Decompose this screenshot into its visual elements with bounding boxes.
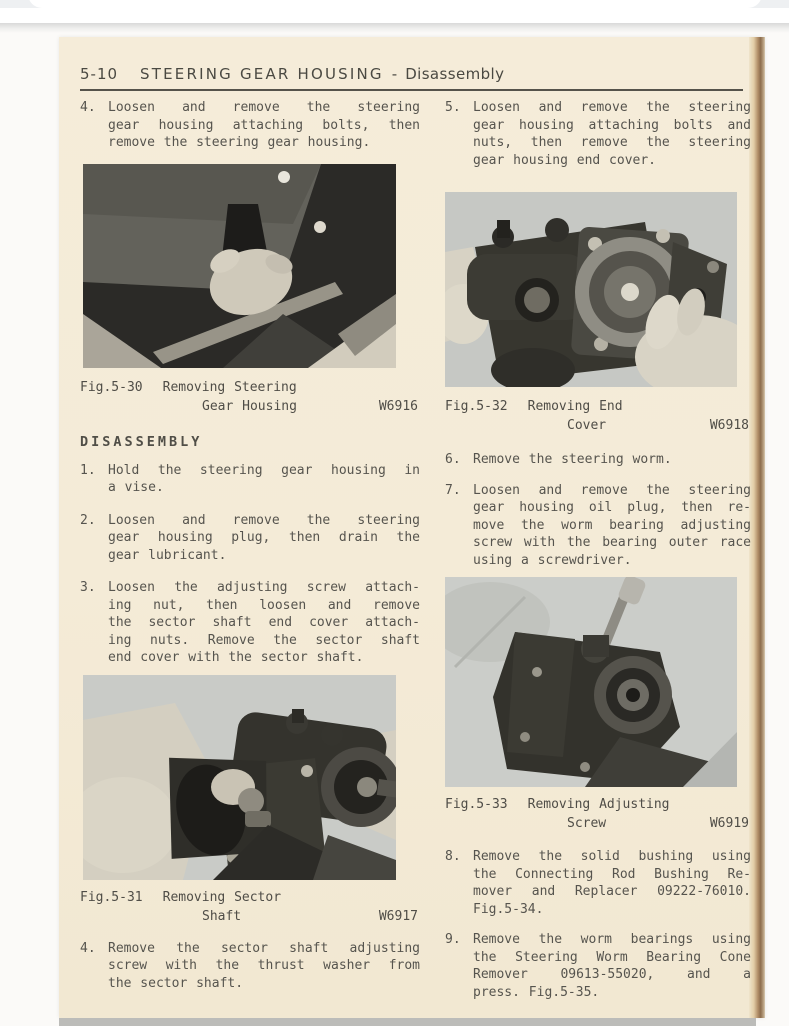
step-9 (445, 931, 751, 1001)
chrome-strip (0, 0, 789, 8)
text-line: Remove the steering worm. (473, 452, 672, 467)
step-number: 2. (80, 512, 96, 528)
text-line: press. Fig.5-35. (473, 984, 600, 1000)
step-1 (80, 462, 420, 497)
step-text (473, 99, 751, 169)
figure-title: Removing End (527, 399, 623, 414)
text-line: mover and Replacer 09222-76010. (473, 884, 751, 899)
text-line: Fig.5-34. (473, 901, 544, 917)
figure-title: Removing Steering (162, 379, 297, 395)
page-edge-shadow (749, 37, 765, 1018)
fig-5-31-photo (83, 675, 396, 880)
text-line: nuts, then remove the steering (473, 135, 751, 150)
step-number: 5. (445, 100, 461, 115)
step-text (473, 931, 751, 1001)
step-6 (445, 451, 751, 469)
text-line: gear housing plug, then drain the (108, 530, 420, 545)
text-line: Remove the worm bearings using (473, 932, 751, 947)
text-line: Loosen and remove the steering (473, 482, 751, 498)
step-text (108, 940, 420, 993)
fig-5-31-photo-art (83, 675, 396, 880)
text-line: the sector shaft end cover attach- (108, 615, 420, 630)
text-line: remove the steering gear housing. (108, 135, 371, 150)
text-line: gear housing oil plug, then re- (473, 500, 751, 515)
figure-title: Removing Adjusting (527, 797, 670, 812)
figure-number: Fig.5-33 (445, 797, 508, 812)
fig-5-33-photo (445, 577, 737, 787)
text-line: ing nut, then loosen and remove (108, 597, 420, 613)
section-heading: DISASSEMBLY (80, 433, 203, 450)
floating-search-bar[interactable] (28, 0, 762, 8)
text-line: screw with the bearing outer race (473, 535, 751, 550)
figure-number: Fig.5-31 (80, 889, 143, 905)
text-line: ing nuts. Remove the sector shaft (108, 632, 420, 648)
step-number: 8. (445, 849, 461, 864)
header-dash: - (391, 65, 398, 83)
figure-title-2: Shaft (202, 908, 242, 924)
text-line: gear lubricant. (108, 547, 227, 563)
text-line: a vise. (108, 480, 164, 495)
text-line: move the worm bearing adjusting (473, 517, 751, 533)
text-line: the Steering Worm Bearing Cone (473, 949, 751, 965)
fig-5-30-photo-art (83, 164, 396, 368)
figure-code: W6917 (378, 908, 418, 924)
fig-5-33-photo-art (445, 577, 737, 787)
step-7 (445, 482, 751, 570)
step-number: 9. (445, 932, 461, 947)
figure-code: W6918 (709, 418, 749, 433)
right-column (445, 95, 751, 1001)
text-line: using a screwdriver. (473, 552, 632, 568)
text-line: Hold the steering gear housing in (108, 462, 420, 478)
text-line: end cover with the sector shaft. (108, 650, 364, 665)
figure-code: W6919 (709, 816, 749, 831)
figure-number: Fig.5-30 (80, 379, 143, 395)
figure-number: Fig.5-32 (445, 399, 508, 414)
page-header (80, 65, 743, 91)
step-number: 3. (80, 580, 96, 595)
figure-title: Removing Sector (162, 889, 282, 905)
fig-5-30-caption (80, 378, 420, 416)
step-number: 7. (445, 482, 461, 498)
step-number: 1. (80, 462, 96, 478)
fig-5-32-photo-art (445, 192, 737, 387)
scan-viewport (0, 33, 789, 1026)
fig-5-30-photo (83, 164, 396, 368)
text-line: the sector shaft. (108, 975, 244, 991)
step-text (473, 482, 751, 570)
text-line: the Connecting Rod Bushing Re- (473, 866, 751, 882)
fig-5-31-caption (80, 888, 420, 926)
step-4-bottom (80, 940, 420, 993)
text-line: gear housing attaching bolts, then (108, 117, 420, 133)
text-line: Remover 09613-55020, and a (473, 967, 751, 982)
text-line: Loosen and remove the steering (473, 100, 751, 115)
text-line: screw with the thrust washer from (108, 958, 420, 973)
chrome-shadow (0, 23, 789, 33)
step-2 (80, 512, 420, 565)
step-number: 4. (80, 940, 96, 956)
step-text (108, 512, 420, 565)
figure-title-2: Cover (567, 418, 607, 433)
step-8 (445, 848, 751, 918)
step-text (108, 99, 420, 152)
viewer-chrome (0, 0, 789, 23)
page-number: 5-10 (80, 65, 119, 83)
step-4-top (80, 99, 420, 152)
figure-code: W6916 (378, 398, 418, 414)
fig-5-32-caption (445, 397, 751, 435)
bottom-gray-bar (59, 1018, 756, 1026)
figure-title-2: Gear Housing (202, 398, 297, 414)
chapter-title: STEERING GEAR HOUSING (140, 65, 384, 83)
text-line: gear housing end cover. (473, 152, 657, 168)
step-text (473, 451, 751, 469)
step-3 (80, 579, 420, 667)
fig-5-32-photo (445, 192, 737, 387)
scanned-page (59, 37, 765, 1018)
text-line: Loosen the adjusting screw attach- (108, 580, 420, 595)
text-line: gear housing attaching bolts and (473, 117, 751, 133)
figure-title-2: Screw (567, 816, 607, 831)
text-line: Remove the solid bushing using (473, 849, 751, 864)
step-text (473, 848, 751, 918)
text-line: Loosen and remove the steering (108, 100, 420, 115)
text-line: Remove the sector shaft adjusting (108, 940, 420, 956)
step-number: 6. (445, 452, 461, 467)
left-column (80, 95, 420, 992)
step-number: 4. (80, 100, 96, 115)
step-text (108, 462, 420, 497)
step-text (108, 579, 420, 667)
fig-5-33-caption (445, 795, 751, 833)
text-line: Loosen and remove the steering (108, 512, 420, 528)
section-name: Disassembly (405, 65, 505, 83)
step-5 (445, 99, 751, 169)
